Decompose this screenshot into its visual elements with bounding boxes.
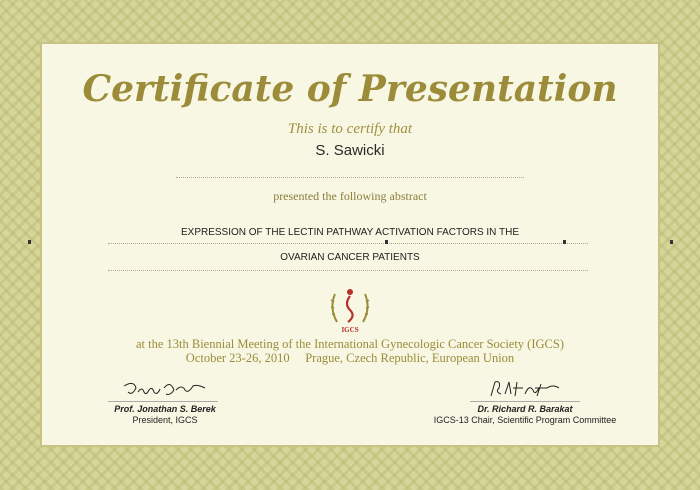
meeting-line1: at the 13th Biennial Meeting of the International Gynecologic Cancer Society (IGCS): [135, 337, 564, 351]
meeting-line2: October 23-26, 2010 Prague, Czech Republic, European Union: [185, 351, 515, 365]
margin-mark: [385, 240, 388, 244]
logo-text: IGCS: [341, 326, 359, 334]
signature-line-left: [108, 401, 218, 402]
abstract-divider-1: [108, 243, 588, 244]
signature-right: [487, 378, 562, 400]
abstract-divider-2: [108, 270, 588, 271]
igcs-logo-icon: [327, 282, 373, 336]
certificate-title: Certificate of Presentation: [82, 68, 618, 110]
signatory-right-title: IGCS-13 Chair, Scientific Program Committee: [433, 415, 617, 425]
abstract-title-line1: EXPRESSION OF THE LECTIN PATHWAY ACTIVATION FACTORS IN THE: [180, 227, 520, 238]
margin-mark: [670, 240, 673, 244]
signature-line-right: [470, 401, 580, 402]
signatory-right-name: Dr. Richard R. Barakat: [477, 404, 573, 414]
abstract-title-line2: OVARIAN CANCER PATIENTS: [280, 252, 420, 263]
recipient-divider: [176, 177, 524, 178]
signatory-left-name: Prof. Jonathan S. Berek: [114, 404, 216, 414]
margin-mark: [28, 240, 31, 244]
recipient-name: S. Sawicki: [315, 142, 385, 159]
signature-left: [120, 378, 210, 400]
presented-text: presented the following abstract: [273, 189, 427, 203]
signatory-left-title: President, IGCS: [132, 415, 198, 425]
margin-mark: [563, 240, 566, 244]
certify-text: This is to certify that: [287, 121, 413, 137]
